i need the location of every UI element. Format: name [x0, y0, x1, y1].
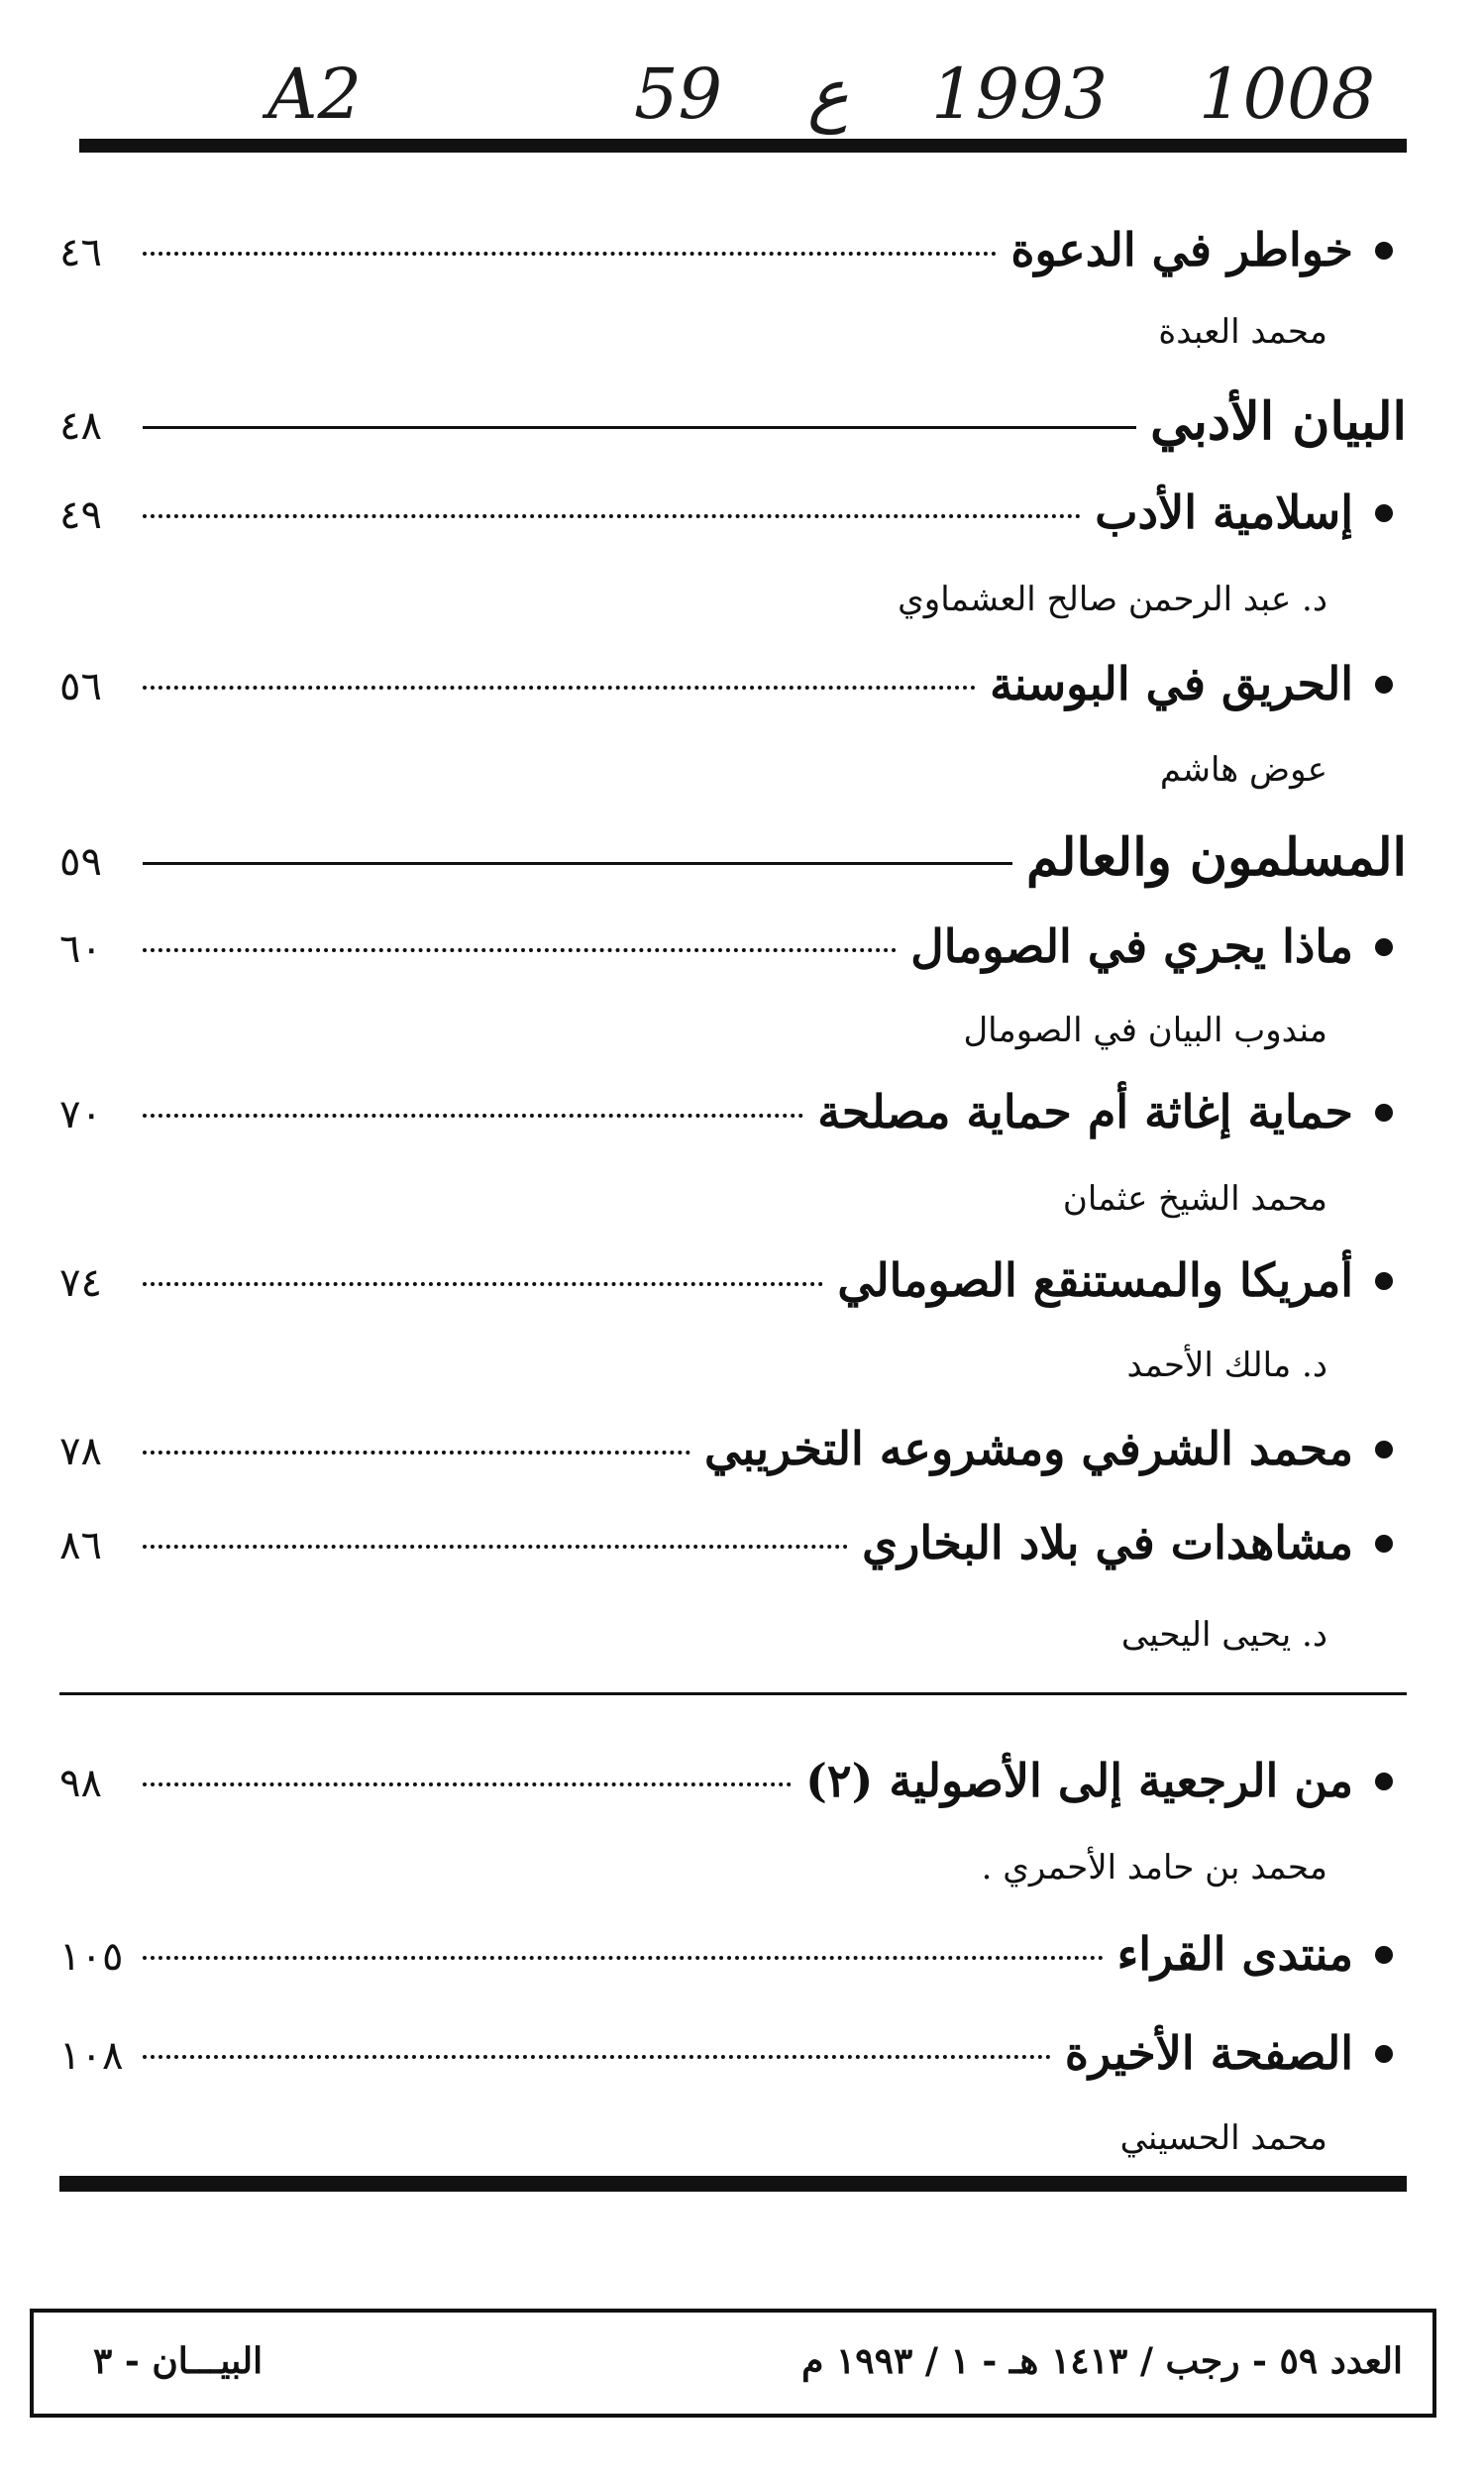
bullet-icon — [1375, 242, 1393, 260]
bullet-icon — [1375, 1272, 1393, 1290]
entry-title: من الرجعية إلى الأصولية (٢) — [805, 1754, 1353, 1807]
page-number: ٨٦ — [59, 1523, 102, 1568]
dot-leader — [143, 1956, 1104, 1960]
entry-title: مشاهدات في بلاد البخاري — [862, 1516, 1353, 1569]
dot-leader — [143, 1782, 792, 1786]
bullet-icon — [1375, 676, 1393, 694]
section-heading[interactable] — [59, 827, 1407, 888]
top-rule — [79, 139, 1407, 153]
bullet-icon — [1375, 1535, 1393, 1553]
dot-leader — [143, 686, 976, 690]
section-title: المسلمون والعالم — [1026, 827, 1407, 888]
handwritten-number: 1008 — [1199, 54, 1376, 135]
entry-title: أمريكا والمستنقع الصومالي — [837, 1253, 1353, 1307]
page-number: ٥٩ — [59, 839, 102, 885]
entry-author: محمد بن حامد الأحمري . — [981, 1848, 1327, 1887]
handwritten-year: 1993 — [931, 54, 1109, 135]
page-number: ٧٠ — [59, 1092, 102, 1137]
page-number: ٩٨ — [59, 1761, 102, 1806]
toc-entry[interactable] — [59, 657, 1407, 710]
toc-entry[interactable] — [59, 1085, 1407, 1138]
toc-entry[interactable] — [59, 1754, 1407, 1807]
bullet-icon — [1375, 1104, 1393, 1122]
entry-title: خواطر في الدعوة — [1010, 223, 1353, 276]
bullet-icon — [1375, 938, 1393, 956]
section-title: البيان الأدبي — [1150, 391, 1407, 452]
page-number: ٦٠ — [59, 926, 102, 972]
bottom-rule — [59, 2176, 1407, 2192]
toc-entry[interactable] — [59, 485, 1407, 539]
bullet-icon — [1375, 1946, 1393, 1964]
entry-author: د. يحيى اليحيى — [1120, 1615, 1327, 1655]
dot-leader — [143, 2055, 1051, 2059]
dot-leader — [143, 1282, 823, 1286]
dot-leader — [143, 252, 997, 256]
handwritten-issue: 59 — [634, 54, 723, 135]
page-number: ٧٤ — [59, 1260, 102, 1306]
dot-leader — [143, 514, 1081, 518]
entry-title: حماية إغاثة أم حماية مصلحة — [817, 1085, 1353, 1138]
page-number: ٤٨ — [59, 403, 102, 449]
page-number: ٧٨ — [59, 1429, 102, 1474]
bullet-icon — [1375, 1441, 1393, 1458]
solid-leader — [143, 426, 1136, 429]
page-number: ١٠٨ — [59, 2033, 124, 2079]
handwritten-code: A2 — [267, 54, 363, 135]
footer-issue-line: العدد ٥٩ - رجب / ١٤١٣ هـ - ١ / ١٩٩٣ م — [801, 2340, 1403, 2382]
bullet-icon — [1375, 1773, 1393, 1790]
solid-leader — [143, 862, 1012, 865]
entry-author: محمد الحسيني — [1119, 2118, 1327, 2158]
entry-title: إسلامية الأدب — [1095, 485, 1353, 539]
page-number: ١٠٥ — [59, 1934, 124, 1980]
page-number: ٤٦ — [59, 230, 102, 275]
section-divider — [59, 1692, 1407, 1695]
entry-title: الصفحة الأخيرة — [1064, 2026, 1353, 2080]
entry-title: ماذا يجري في الصومال — [910, 919, 1353, 973]
entry-author: د. مالك الأحمد — [1126, 1346, 1327, 1385]
handwritten-letter: ع — [807, 54, 849, 135]
toc-entry[interactable] — [59, 223, 1407, 276]
bullet-icon — [1375, 504, 1393, 522]
dot-leader — [143, 1451, 690, 1455]
footer-magazine-page: البيـــان - ٣ — [93, 2340, 264, 2382]
entry-title: منتدى القراء — [1116, 1927, 1353, 1981]
toc-entry[interactable] — [59, 2026, 1407, 2080]
entry-author: عوض هاشم — [1159, 750, 1327, 790]
toc-entry[interactable] — [59, 1422, 1407, 1475]
bullet-icon — [1375, 2045, 1393, 2063]
toc-entry[interactable] — [59, 1927, 1407, 1981]
entry-author: محمد العبدة — [1158, 312, 1327, 352]
toc-entry[interactable] — [59, 919, 1407, 973]
dot-leader — [143, 948, 897, 952]
page-number: ٥٦ — [59, 664, 102, 709]
entry-title: محمد الشرفي ومشروعه التخريبي — [703, 1422, 1353, 1475]
dot-leader — [143, 1545, 848, 1549]
toc-entry[interactable] — [59, 1516, 1407, 1569]
entry-author: د. عبد الرحمن صالح العشماوي — [898, 580, 1327, 619]
section-heading[interactable] — [59, 391, 1407, 452]
entry-author: محمد الشيخ عثمان — [1062, 1179, 1327, 1219]
footer-box — [30, 2309, 1436, 2418]
dot-leader — [143, 1114, 803, 1118]
toc-entry[interactable] — [59, 1253, 1407, 1307]
entry-title: الحريق في البوسنة — [990, 657, 1353, 710]
entry-author: مندوب البيان في الصومال — [963, 1011, 1327, 1050]
page-number: ٤٩ — [59, 492, 102, 538]
